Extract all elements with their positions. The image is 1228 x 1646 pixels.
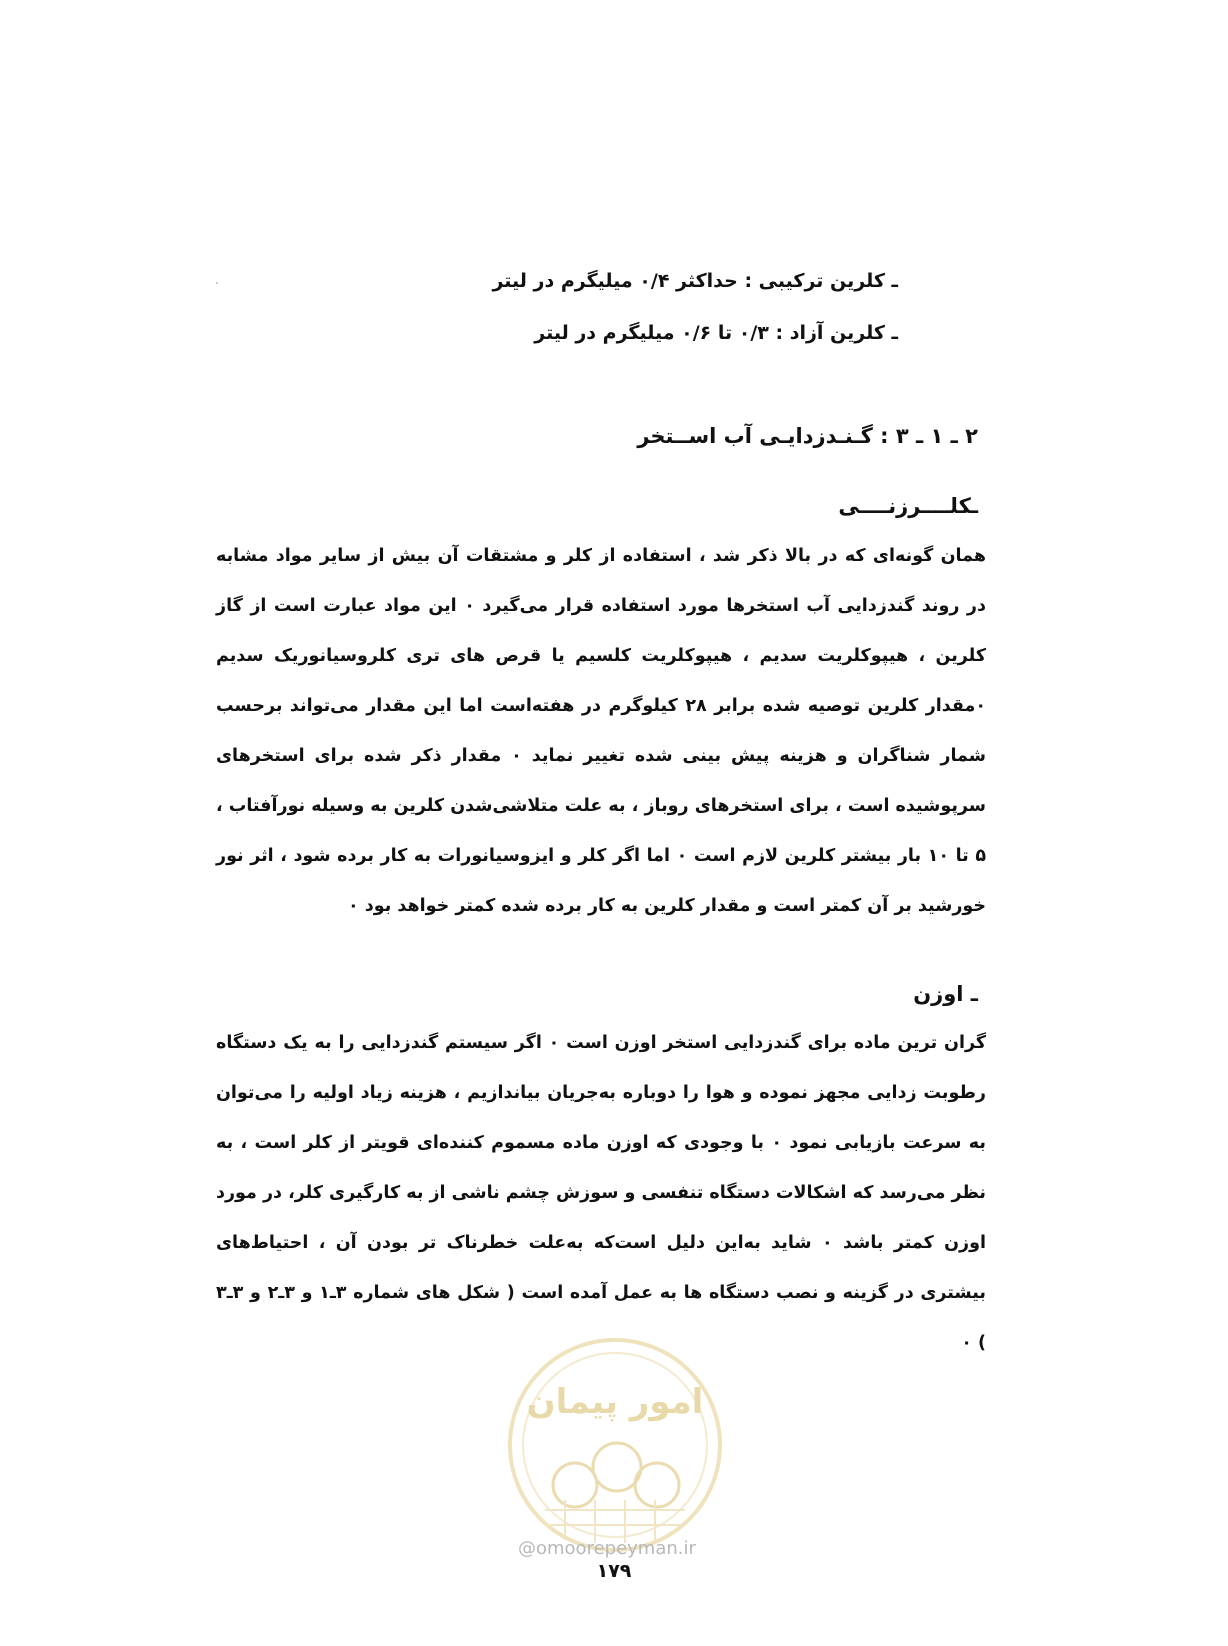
paragraph-chlorination	[216, 531, 986, 931]
bullet-free-chlorine: ـ کلرین آزاد : ۰/۳ تا ۰/۶ میلیگرم در لیتر	[534, 322, 898, 344]
subheading-ozone: ـ اوزن	[913, 982, 978, 1006]
watermark-url: @omoorepeyman.ir	[518, 1538, 696, 1559]
paragraph-ozone	[216, 1018, 986, 1368]
bullet-combined-chlorine: ـ کلرین ترکیبی : حداکثر ۰/۴ میلیگرم در لیتر	[492, 270, 898, 292]
section-heading: ۲ ـ ۱ ـ ۳ : گـنـدزدایـی آب اســتخر	[637, 424, 978, 448]
scan-speck	[216, 282, 218, 284]
watermark-seal	[505, 1335, 725, 1555]
watermark-seal-text: امور پیمان	[526, 1382, 704, 1422]
paragraph-chlorination-text: همان گونه‌ای که در بالا ذکر شد ، استفاده از کلر و مشتقات آن بیش از سایر مواد مشابه در روند گندزدایی آب استخرها مورد استفاده قرار می‌گیرد ۰ این مواد عبارت است از گاز کلرین ، هیپوکلریت سدیم ، هیپوکلریت کلسیم یا قرص های تری کلروسیانوریک سدیم ۰مقدار کلرین توصیه شده برابر ۲۸ کیلوگرم در هفته‌است اما این مقدار می‌تواند برحسب شمار شناگران و هزینه پیش بینی شده تغییر نماید ۰ مقدار ذکر شده برای استخرهای سرپوشیده است ، برای استخرهای روباز ، به علت متلاشی‌شدن کلرین به وسیله نورآفتاب ، ۵ تا ۱۰ بار بیشتر کلرین لازم است ۰ اما اگر کلر و ایزوسیانورات به کار برده شود ، اثر نور خورشید بر آن کمتر است و مقدار کلرین به کار برده شده کمتر خواهد بود ۰	[216, 546, 987, 916]
subheading-chlorination: ـکلــــرزنــــی	[838, 494, 978, 518]
paragraph-ozone-text: گران ترین ماده برای گندزدایی استخر اوزن است ۰ اگر سیستم گندزدایی را به یک دستگاه رطوبت زدایی مجهز نموده و هوا را دوباره به‌جریان بیاندازیم ، هزینه زیاد اولیه را می‌توان به سرعت بازیابی نمود ۰ با وجودی که اوزن ماده مسموم کننده‌ای قویتر از کلر است ، به نظر می‌رسد که اشکالات دستگاه تنفسی و سوزش چشم ناشی از به کارگیری کلر، در مورد اوزن کمتر باشد ۰ شاید به‌این دلیل است‌که به‌علت خطرناک تر بودن آن ، احتیاط‌های بیشتری در گزینه و نصب دستگاه ها به عمل آمده است ( شکل های شماره ۳ـ۱ و ۳ـ۲ و ۳ـ۳ ) ۰	[216, 1033, 987, 1353]
page-number: ۱۷۹	[596, 1560, 632, 1582]
